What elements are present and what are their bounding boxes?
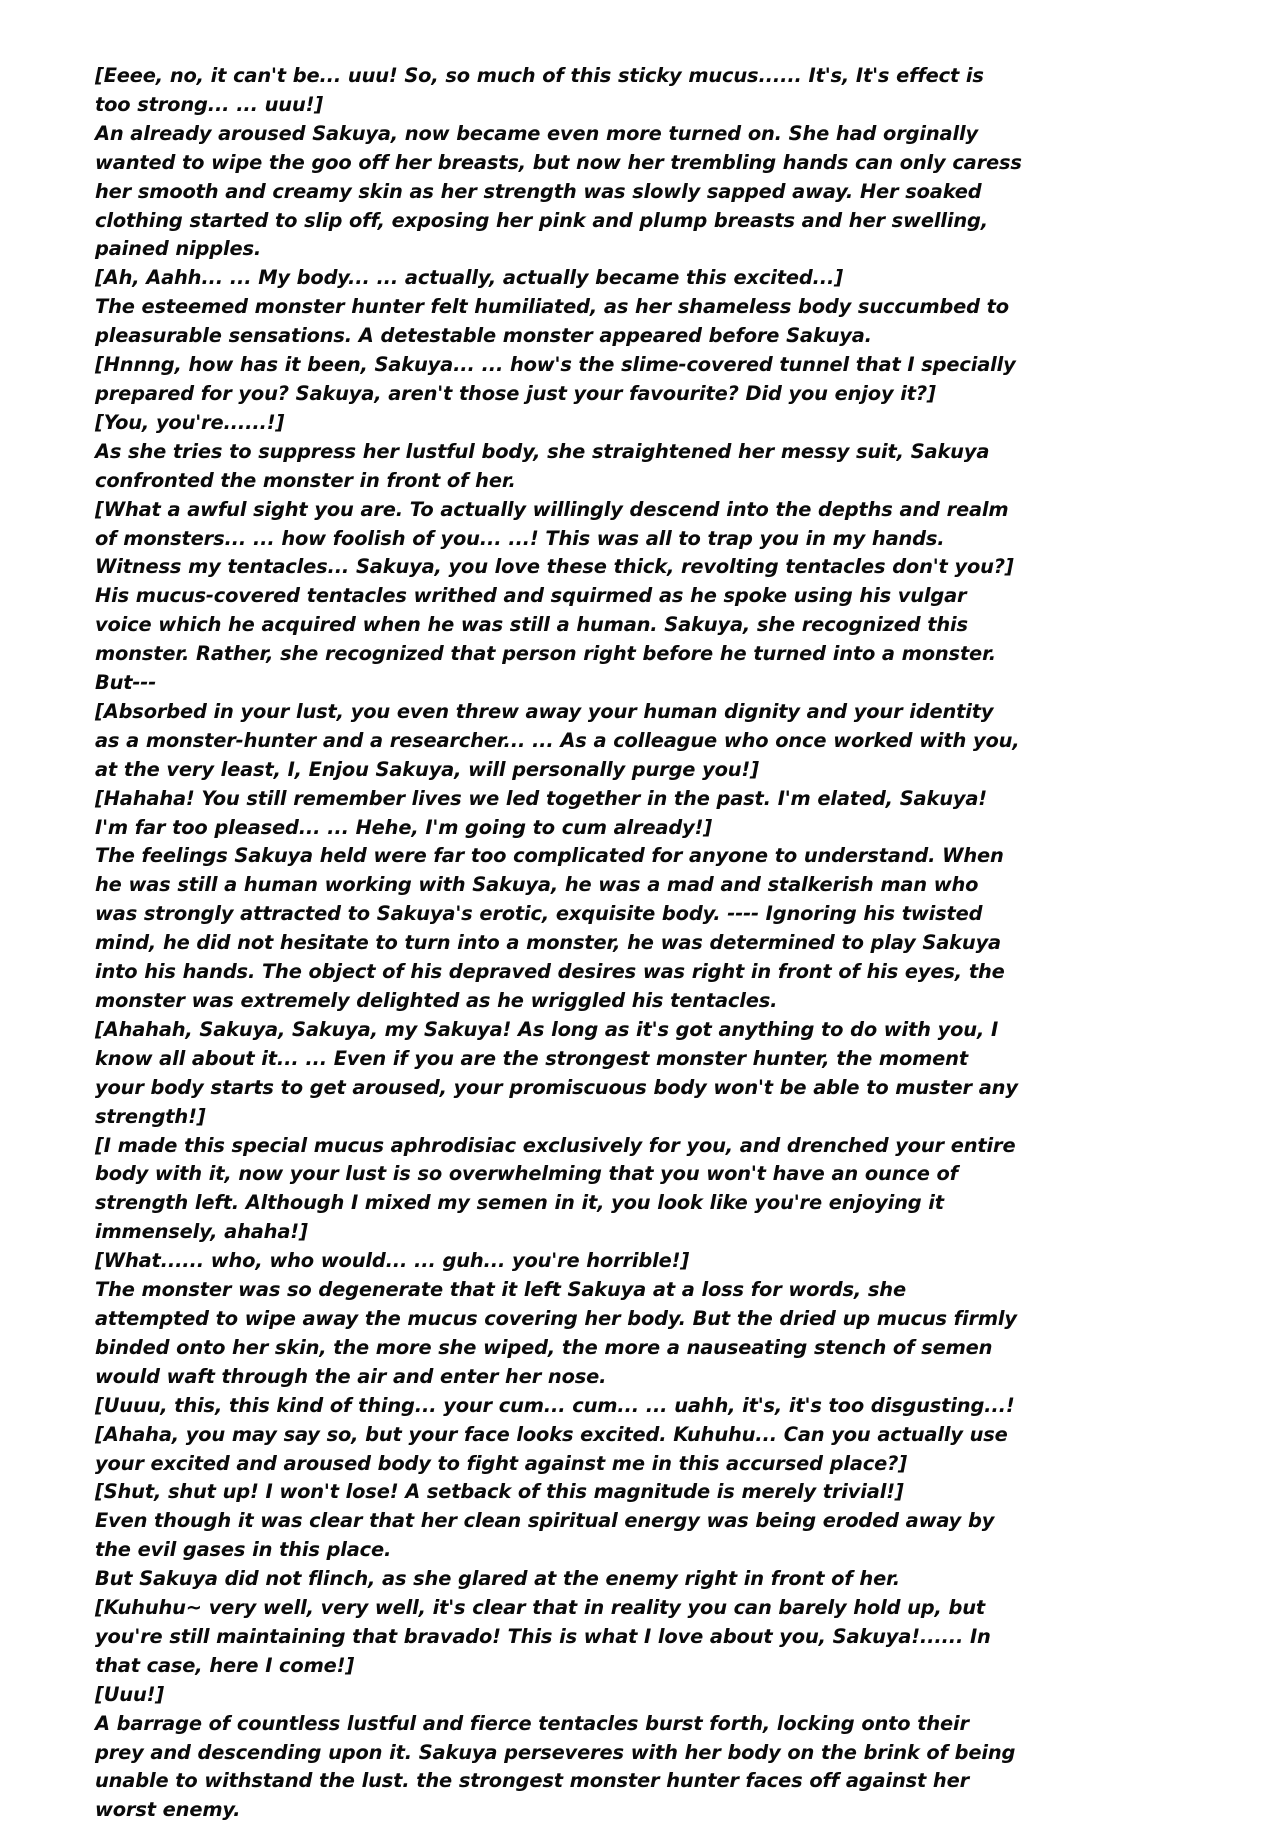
paragraph: [Ah, Aahh... ... My body... ... actually, actually became this excited...] bbox=[95, 266, 843, 290]
paragraph: [Eeee, no, it can't be... uuu! So, so much of this sticky mucus...... It's, It's effect is too strong... ... uuu!] bbox=[95, 64, 984, 116]
paragraph: As she tries to suppress her lustful body, she straightened her messy suit, Sakuya confronted the monster in front of her. bbox=[95, 439, 990, 492]
paragraph: [Hahaha! You still remember lives we led together in the past. I'm elated, Sakuya! I'm far too pleased... ... Hehe, I'm going to cum already!] bbox=[95, 786, 987, 839]
story-text-column bbox=[95, 62, 1023, 1825]
paragraph: [What a awful sight you are. To actually willingly descend into the depths and realm of monsters... ... how foolish of you... ...! This was all to trap you in my hands. Witness my tentacles... Sakuya, you love these thick, revolting tentacles don't you?] bbox=[95, 497, 1014, 579]
paragraph: [What...... who, who would... ... guh... you're horrible!] bbox=[95, 1249, 690, 1273]
paragraph: The esteemed monster hunter felt humiliated, as her shameless body succumbed to pleasurable sensations. A detestable monster appeared before Sakuya. bbox=[95, 295, 1009, 348]
paragraph: [Absorbed in your lust, you even threw away your human dignity and your identity as a monster-hunter and a researcher... ... As a colleague who once worked with you, at the very least, I, Enjou Sakuya, will personally purge you!] bbox=[95, 699, 1020, 781]
paragraph: An already aroused Sakuya, now became even more turned on. She had orginally wanted to wipe the goo off her breasts, but now her trembling hands can only caress her smooth and creamy skin as her strength was slowly sapped away. Her soaked clothing started to slip off, exposing her pink and plump breasts and her swelling, pained nipples. bbox=[95, 121, 1022, 261]
paragraph: [You, you're......!] bbox=[95, 410, 285, 434]
paragraph: But Sakuya did not flinch, as she glared at the enemy right in front of her. bbox=[95, 1567, 900, 1591]
paragraph: [Uuuu, this, this kind of thing... your cum... cum... ... uahh, it's, it's too disgusting...! bbox=[95, 1393, 1015, 1417]
paragraph: The monster was so degenerate that it left Sakuya at a loss for words, she attempted to wipe away the mucus covering her body. But the dried up mucus firmly binded onto her skin, the more she wiped, the more a nauseating stench of semen would waft through the air and enter her nose. bbox=[95, 1278, 1017, 1388]
paragraph: [Shut, shut up! I won't lose! A setback of this magnitude is merely trivial!] bbox=[95, 1480, 904, 1504]
paragraph: [Ahahah, Sakuya, Sakuya, my Sakuya! As long as it's got anything to do with you, I know all about it... ... Even if you are the strongest monster hunter, the moment your body starts to get aroused, your promiscuous body won't be able to muster any strength!] bbox=[95, 1017, 1018, 1128]
paragraph: The feelings Sakuya held were far too complicated for anyone to understand. When he was still a human working with Sakuya, he was a mad and stalkerish man who was strongly attracted to Sakuya's erotic, exquisite body. ---- Ignoring his twisted mind, he did not hesitate to turn into a monster, he was determined to play Sakuya into his hands. The object of his depraved desires was right in front of his eyes, the monster was extremely delighted as he wriggled his tentacles. bbox=[95, 844, 1005, 1012]
paragraph: [Uuu!] bbox=[95, 1682, 165, 1706]
paragraph: A barrage of countless lustful and fierce tentacles burst forth, locking onto their prey and descending upon it. Sakuya perseveres with her body on the brink of being unable to withstand the lust. the strongest monster hunter faces off against her worst enemy. bbox=[95, 1711, 1016, 1822]
paragraph: [Ahaha, you may say so, but your face looks excited. Kuhuhu... Can you actually use your excited and aroused body to fight against me in this accursed place?] bbox=[95, 1422, 1008, 1475]
paragraph: [Hnnng, how has it been, Sakuya... ... how's the slime-covered tunnel that I specially prepared for you? Sakuya, aren't those just your favourite? Did you enjoy it?] bbox=[95, 353, 1016, 405]
paragraph: Even though it was clear that her clean spiritual energy was being eroded away by the evil gases in this place. bbox=[95, 1509, 995, 1562]
paragraph: His mucus-covered tentacles writhed and squirmed as he spoke using his vulgar voice which he acquired when he was still a human. Sakuya, she recognized this monster. Rather, she recognized that person right before he turned into a monster. But--- bbox=[95, 584, 996, 695]
paragraph: [Kuhuhu~ very well, very well, it's clear that in reality you can barely hold up, but you're still maintaining that bravado! This is what I love about you, Sakuya!...... In that case, here I come!] bbox=[95, 1596, 991, 1677]
paragraph: [I made this special mucus aphrodisiac exclusively for you, and drenched your entire body with it, now your lust is so overwhelming that you won't have an ounce of strength left. Although I mixed my semen in it, you look like you're enjoying it immensely, ahaha!] bbox=[95, 1133, 1016, 1244]
